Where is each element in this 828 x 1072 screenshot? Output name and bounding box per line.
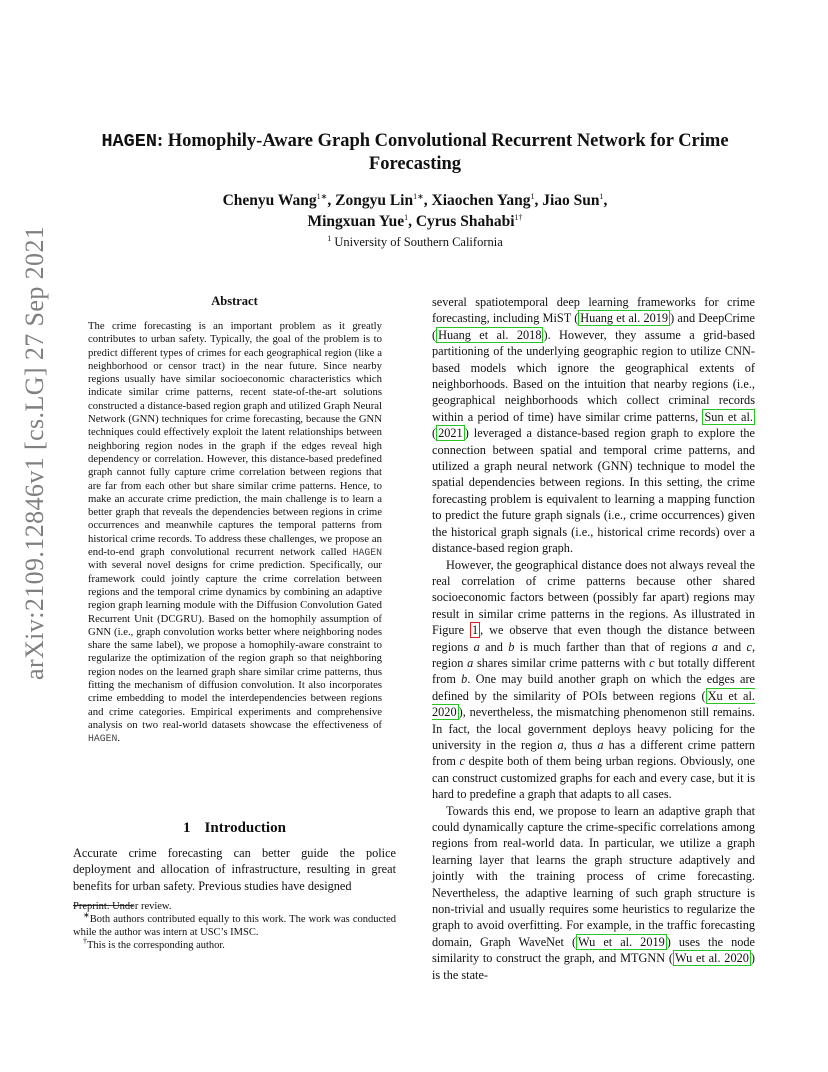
author-sep: ,: [408, 213, 416, 230]
text: , thus: [563, 737, 598, 752]
citation-link[interactable]: Huang et al. 2018: [438, 327, 542, 342]
text: ) and DeepCrime (: [432, 311, 755, 342]
text: . One may build another graph on which the edges are defined by the similarity of POIs between regions (: [432, 672, 755, 703]
text: but totally different from: [432, 655, 755, 687]
author-name: Mingxuan Yue: [307, 213, 405, 230]
abstract-text: The crime forecasting is an important problem as it greatly contributes to urban safety. Typically, the goal of the problem is to predict different types of crimes for each geographical region (like a neighborhood or censor tract) in the near future. Since nearby regions usually have similar socioeconomic characteristics which indicate similar crime patterns, recent state-of-the-art solutions constructed a distance-based region graph and utilized Graph Neural Network (GNN) techniques for crime forecasting, because the GNN techniques could effectively exploit the latent relationships between neighboring region nodes in the graph if the edges reveal high dependency or correlation. However, this distance-based predefined graph cannot fully capture crime correlation between regions that are far from each other but share similar crime patterns. Hence, to make an accurate crime prediction, the main challenge is to learn a better graph that reveals the dependencies between regions in crime occurrences and meanwhile captures the temporal patterns from historical crime records. To address these challenges, we propose an end-to-end graph convolutional recurrent network called: [88, 320, 382, 559]
text: ). However, they assume a grid-based partitioning of the underlying geographic region to utilize CNN-based models which ignore the geographical extents of neighborhoods. Based on the intuition that nearby regions (i.e., geographical neighborhoods which collect criminal records within a period of time) have similar crime patterns,: [432, 327, 755, 424]
math-var: c: [649, 655, 655, 670]
citation-link[interactable]: 2021: [438, 426, 463, 441]
paragraph: [432, 803, 755, 983]
section-number: 1: [183, 820, 191, 836]
author-sup: 1∗: [316, 191, 328, 201]
text: , region: [432, 639, 756, 670]
footnote-1: [73, 910, 396, 939]
math-var: c: [459, 754, 465, 769]
citation-link[interactable]: Xu et al. 2020: [432, 688, 755, 720]
title-line-2: Forecasting: [368, 154, 462, 174]
math-var: a: [597, 737, 604, 752]
math-var: b: [508, 639, 515, 654]
text: and: [717, 639, 747, 654]
text: ), nevertheless, the mismatching phenomenon still remains. In fact, the local government deploys heavy policing for the university in the region: [432, 705, 755, 752]
preprint-note: Preprint. Under review.: [73, 901, 172, 912]
title-line-1: : Homophily-Aware Graph Convolutional Recurrent Network for Crime: [156, 131, 729, 151]
math-var: a: [557, 737, 564, 752]
author-name: Cyrus Shahabi: [415, 213, 515, 230]
citation-link[interactable]: Wu et al. 2020: [674, 951, 749, 966]
figure-link[interactable]: 1: [472, 623, 479, 638]
model-name: HAGEN: [352, 547, 382, 559]
citation-link[interactable]: Sun et al.: [704, 409, 753, 424]
footnote-2: [73, 936, 396, 952]
paper-title: [80, 130, 750, 175]
author-sep: ,: [327, 192, 336, 209]
text: despite both of them being urban regions. Obviously, one can construct customized graphs for each and every case, but it is hard to predefine a graph that adapts to all cases.: [432, 754, 755, 802]
section-title: Introduction: [204, 820, 286, 836]
section-heading-introduction: [73, 820, 396, 837]
text: ) uses the node similarity to construct the graph, and MTGNN (: [432, 934, 755, 966]
introduction-body: [73, 845, 396, 894]
paragraph: [432, 557, 755, 803]
author-name: Xiaochen Yang: [431, 192, 531, 209]
math-var: a: [473, 639, 480, 654]
math-var: b: [461, 672, 468, 687]
author-sep: ,: [423, 192, 432, 209]
footnote-text: Both authors contributed equally to this work. The work was conducted while the author was intern at USC’s IMSC.: [73, 914, 396, 938]
text: is much farther than that of regions: [514, 639, 712, 654]
text: Towards this end, we propose to learn an adaptive graph that could dynamically capture the crime-specific correlations among regions from real-world data. In particular, we utilize a graph learning layer that learns the graph structure adaptively and jointly with the training process of crime forecasting. Nevertheless, the adaptive learning of such graph structure is non-trivial and usually requires some heuristics to regularize the graph to avoid overfitting. For example, in the traffic forecasting domain, Graph WaveNet (: [432, 803, 755, 949]
affiliation-name: University of Southern California: [334, 235, 503, 249]
title-model-name: HAGEN: [101, 131, 157, 152]
author-sup: 1: [404, 212, 409, 222]
footnote-text: This is the corresponding author.: [87, 940, 225, 951]
author-name: Chenyu Wang: [222, 192, 317, 209]
affiliation: [120, 235, 710, 250]
author-sup: 1: [599, 191, 604, 201]
author-name: Zongyu Lin: [335, 192, 414, 209]
author-line-2: [120, 211, 710, 232]
footnote-mark: †: [83, 936, 87, 946]
text: leveraged a distance-based region graph to explore the connection between spatial and temporal crime patterns, and utilized a graph neural network (GNN) technique to model the spatial dependencies between regions. In this setting, the crime forecasting problem is equivalent to learning a mapping function to predict the future graph signals (i.e., crime occurrences) given the historical graph signals (i.e., historical crime records) over a distance-based region graph.: [432, 426, 755, 556]
citation-link[interactable]: Huang et al. 2019: [580, 311, 669, 326]
affiliation-sup: 1: [327, 233, 332, 243]
text: several spatiotemporal deep learning frameworks for crime forecasting, including MiST (: [432, 295, 755, 326]
right-column: [432, 294, 755, 983]
text: However, the geographical distance does not always reveal the real correlation of crime patterns because other shared socioeconomic factors between (possibly far apart) regions may result in similar crime patterns in the regions. As illustrated in Figure: [432, 557, 755, 638]
abstract-text: with several novel designs for crime prediction. Specifically, our framework could jointly capture the crime correlation between regions and the temporal crime dynamics by combining an adaptive region graph learning module with the Diffusion Convolution Gated Recurrent Unit (DCGRU). Based on the homophily assumption of GNN (i.e., graph convolution works better where neighboring nodes share the same label), we propose a homophily-aware constraint to regularize the optimization of the region graph so that neighboring region nodes on the learned graph share similar crime patterns, thus fitting the mechanism of diffusion convolution. It also incorporates crime embedding to model the interdependencies between regions and crime categories. Empirical experiments and comprehensive analysis on two real-world datasets showcase the effectiveness of: [88, 559, 382, 731]
footnote-mark: ∗: [83, 910, 90, 920]
math-var: a: [711, 639, 718, 654]
text: and: [479, 639, 509, 654]
author-line-1: [120, 190, 710, 211]
author-sup: 1∗: [413, 191, 424, 201]
text: has a different crime pattern from: [432, 737, 755, 769]
footnotes: [73, 900, 396, 952]
arxiv-identifier: arXiv:2109.12846v1 [cs.LG] 27 Sep 2021: [20, 225, 49, 680]
abstract-body: [88, 320, 382, 746]
author-name: Jiao Sun: [542, 192, 600, 209]
paragraph: several spatiotemporal deep learning frameworks for crime forecasting, including MiST ( Huang et al. 2019 ) and DeepCrime ( Huang et al. 2018 ). However, they assume a grid-based partitioning of the underlying geographic region to utilize CNN-based models which ignore the geographical extents of neighborhoods. Based on the intuition that nearby regions (i.e., geographical neighborhoods which collect criminal records within a period of time) have similar crime patterns, Sun et al. ( 2021 ) leveraged a distance-based region graph to explore the connection between spatial and temporal crime patterns, and utilized a graph neural network (GNN) technique to model the spatial dependencies between regions. In this setting, the crime forecasting problem is equivalent to learning a mapping function to predict the future graph signals (i.e., crime occurrences) given the historical graph signals (i.e., historical crime records) over a distance-based region graph.: [432, 295, 755, 556]
text: shares similar crime patterns with: [473, 655, 650, 670]
abstract-text: .: [117, 732, 121, 745]
author-sup: 1: [530, 191, 535, 201]
citation-link[interactable]: Wu et al. 2019: [578, 934, 665, 949]
author-sep: ,: [534, 192, 543, 209]
model-name: HAGEN: [88, 733, 118, 745]
math-var: a: [467, 655, 474, 670]
author-sep: ,: [603, 192, 608, 209]
text: , we observe that even though the distance between regions: [432, 623, 755, 654]
introduction-paragraph: Accurate crime forecasting can better guide the police deployment and allocation of infrastructure, resulting in great benefits for urban safety. Previous studies have designed: [73, 846, 396, 893]
abstract-heading: Abstract: [211, 294, 258, 308]
math-var: c: [746, 639, 752, 654]
author-sup: 1†: [514, 212, 523, 222]
author-list: [120, 190, 710, 232]
text: ) is the state-: [432, 951, 755, 982]
